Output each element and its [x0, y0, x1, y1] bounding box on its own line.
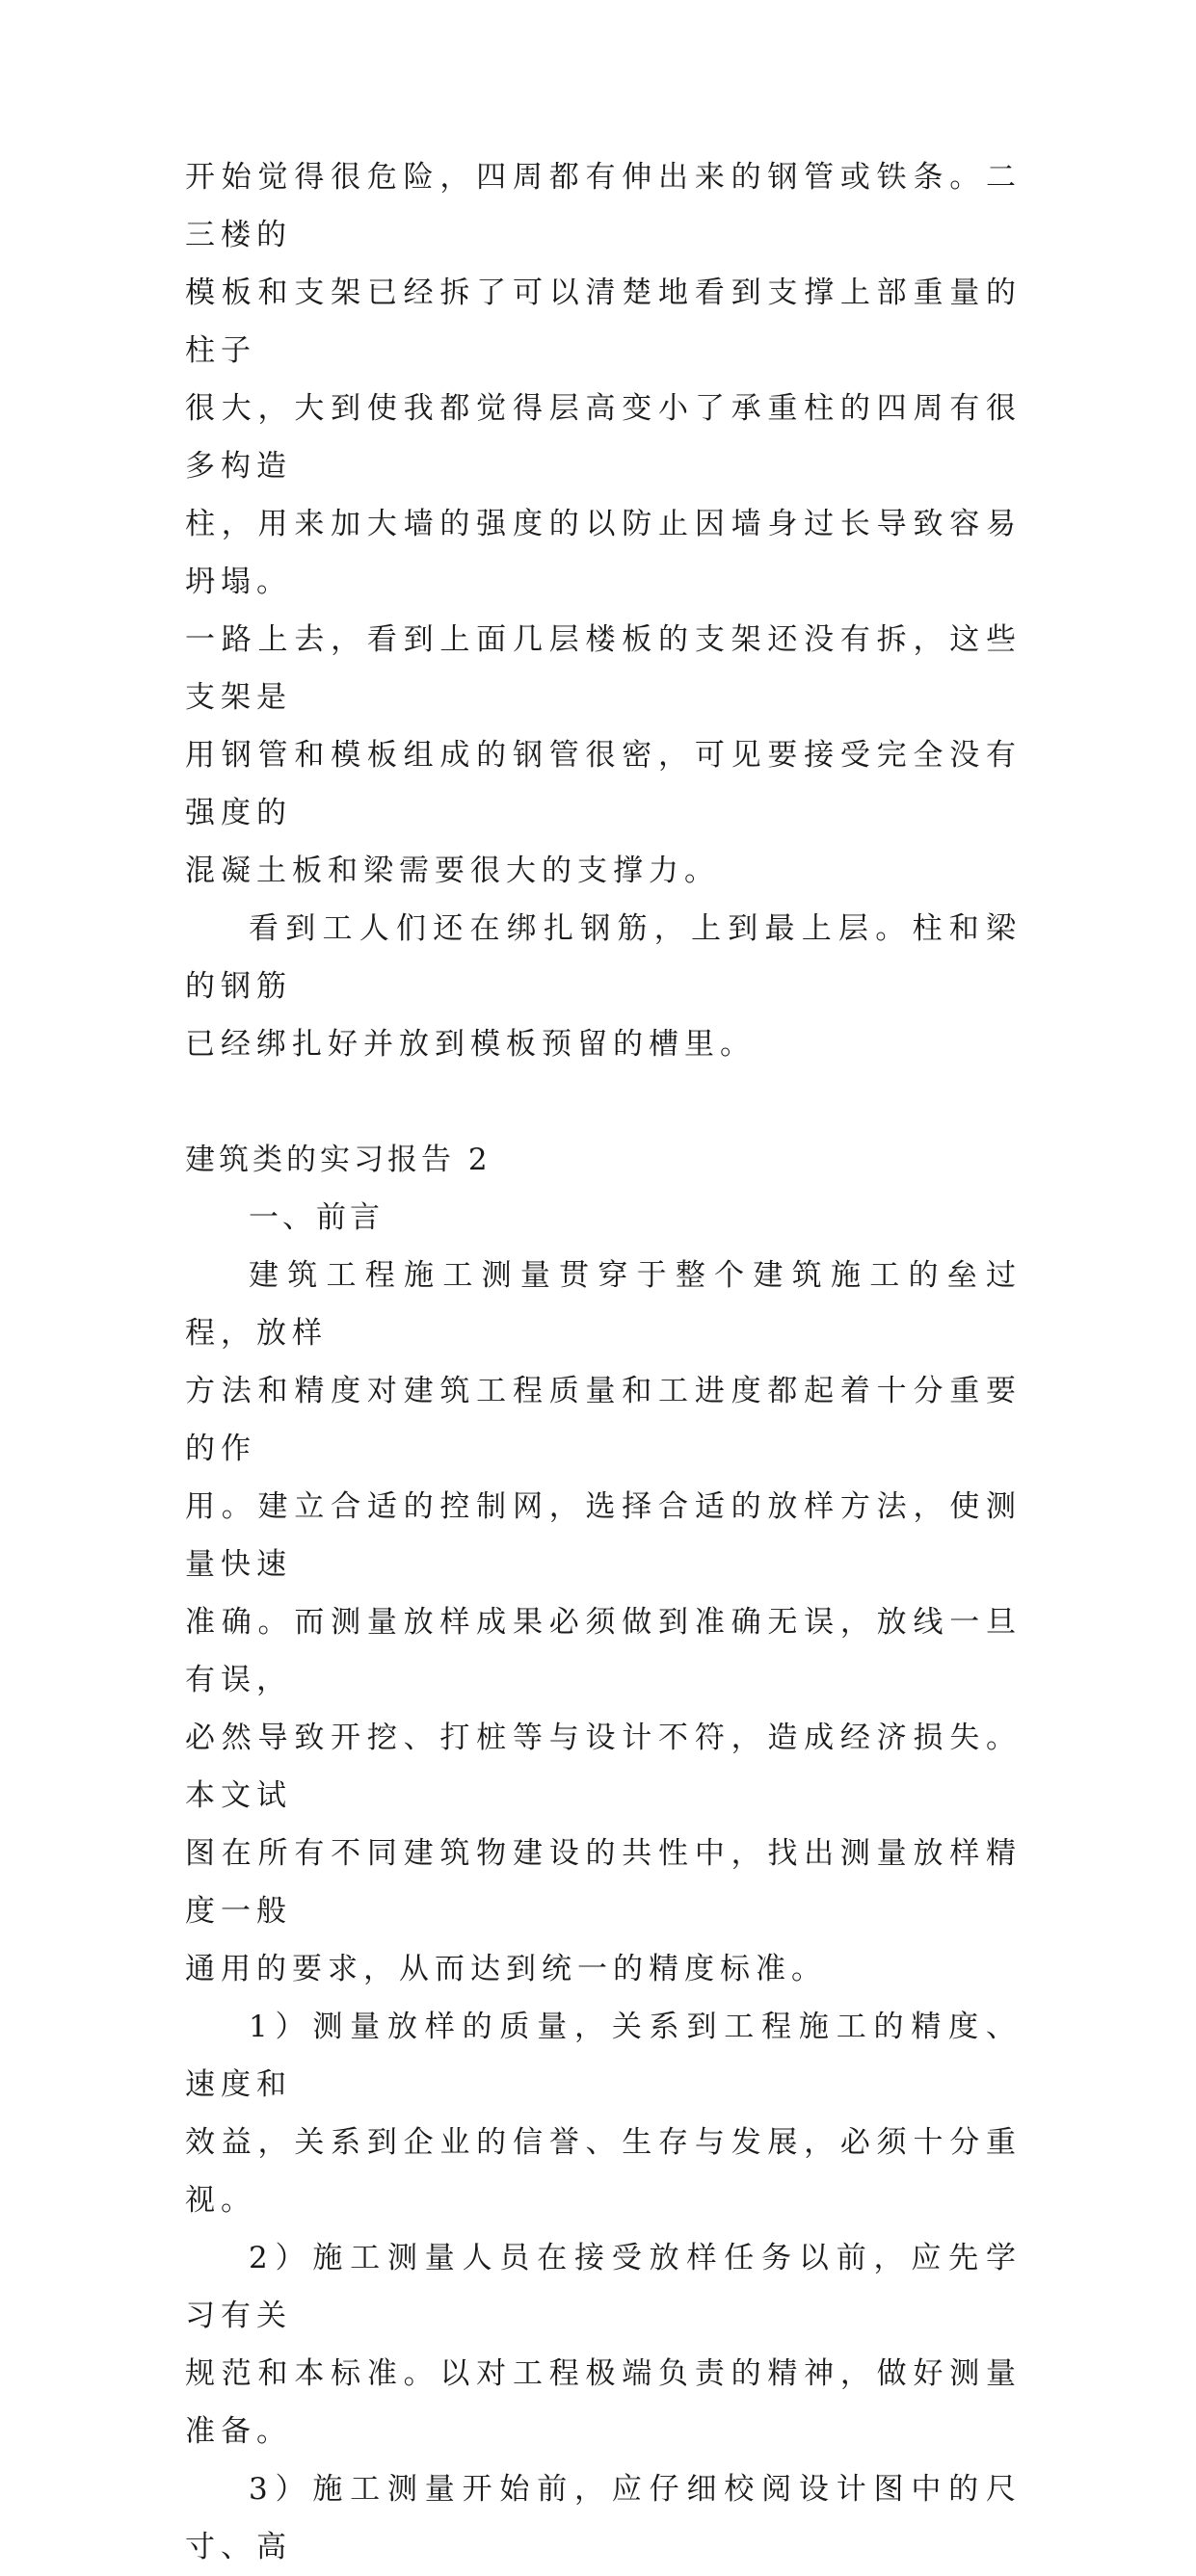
list-item-line: 1）测量放样的质量，关系到工程施工的精度、速度和: [185, 2010, 1022, 2102]
paragraph-line: 图在所有不同建筑物建设的共性中，找出测量放样精度一般: [185, 1836, 1022, 1929]
paragraph-line: 用钢管和模板组成的钢管很密，可见要接受完全没有强度的: [185, 738, 1022, 830]
paragraph-line: 通用的要求，从而达到统一的精度标准。: [185, 1952, 827, 1986]
paragraph-line: 看到工人们还在绑扎钢筋，上到最上层。柱和梁的钢筋: [185, 911, 1022, 1004]
paragraph-line: 方法和精度对建筑工程质量和工进度都起着十分重要的作: [185, 1374, 1022, 1466]
document-body: [185, 148, 1022, 2576]
paragraph-line: 一路上去，看到上面几层楼板的支架还没有拆，这些支架是: [185, 622, 1022, 715]
paragraph-line: 模板和支架已经拆了可以清楚地看到支撑上部重量的柱子: [185, 276, 1022, 368]
paragraph-line: 开始觉得很危险，四周都有伸出来的钢管或铁条。二三楼的: [185, 160, 1022, 252]
paragraph-line: 混凝土板和梁需要很大的支撑力。: [185, 854, 720, 888]
paragraph-line: 柱，用来加大墙的强度的以防止因墙身过长导致容易坍塌。: [185, 507, 1022, 599]
paragraph-line: 很大，大到使我都觉得层高变小了承重柱的四周有很多构造: [185, 391, 1022, 484]
section-title: 建筑类的实习报告 2: [185, 1143, 492, 1177]
paragraph-line: 必然导致开挖、打桩等与设计不符，造成经济损失。本文试: [185, 1721, 1022, 1813]
list-item-line: 效益，关系到企业的信誉、生存与发展，必须十分重视。: [185, 2125, 1022, 2218]
list-item-line: 3）施工测量开始前，应仔细校阅设计图中的尺寸、高: [185, 2472, 1022, 2564]
list-item-line: 规范和本标准。以对工程极端负责的精神，做好测量准备。: [185, 2356, 1022, 2449]
paragraph-line: 已经绑扎好并放到模板预留的槽里。: [185, 1027, 756, 1062]
paragraph-line: 建筑工程施工测量贯穿于整个建筑施工的垒过程，放样: [185, 1258, 1022, 1351]
paragraph-line: 准确。而测量放样成果必须做到准确无误，放线一旦有误，: [185, 1605, 1022, 1697]
paragraph-line: 用。建立合适的控制网，选择合适的放样方法，使测量快速: [185, 1489, 1022, 1582]
list-item-line: 2）施工测量人员在接受放样任务以前，应先学习有关: [185, 2241, 1022, 2333]
subsection-title: 一、前言: [249, 1200, 384, 1235]
